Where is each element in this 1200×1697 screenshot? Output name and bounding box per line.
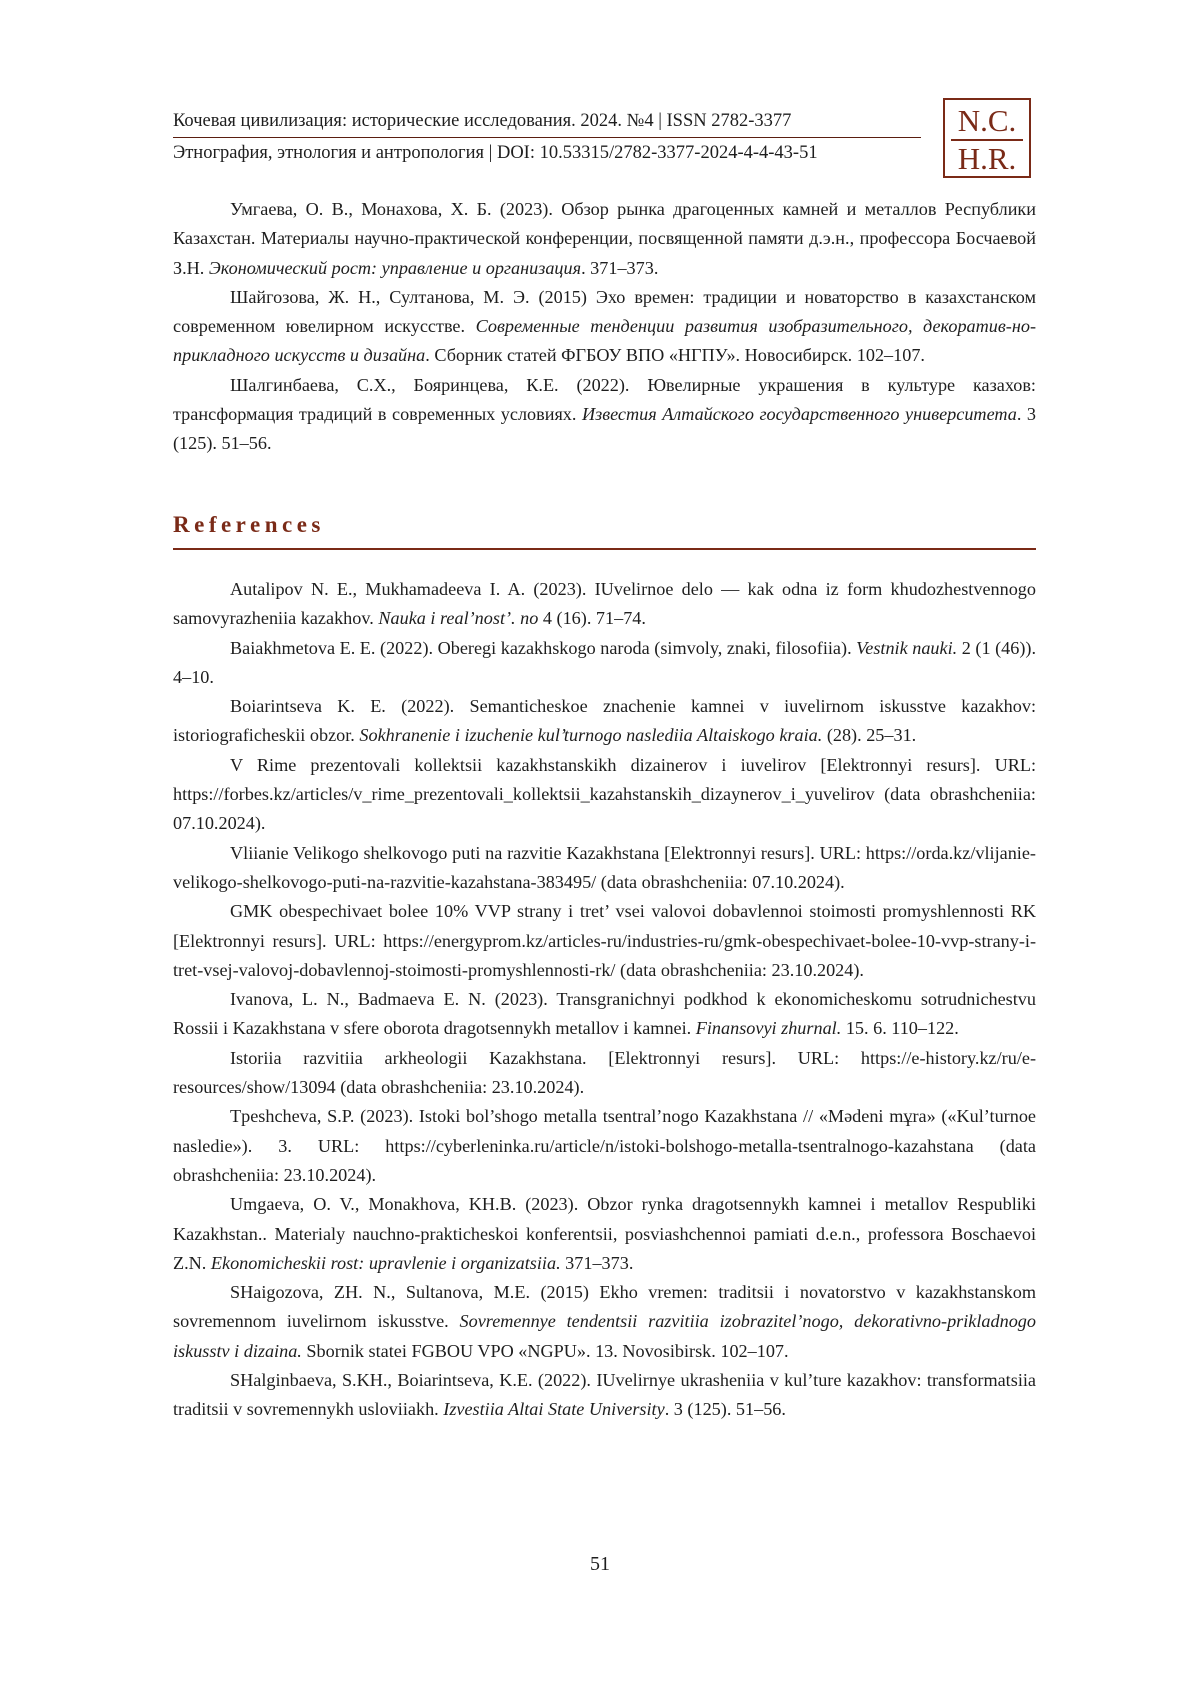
reference-entry: Vliianie Velikogo shelkovogo puti na razvitie Kazakhstana [Elektronnyi resurs]. URL: https://orda.kz/vlijanie-velikogo-shelkovogo-puti-na-razvitie-kazahstana-383495/ (data obrashcheniia: 07.10.2024). [173, 842, 1036, 892]
russian-references [173, 195, 1036, 459]
logo-bottom-text: H.R. [957, 141, 1017, 176]
reference-entry: Baiakhmetova E. E. (2022). Oberegi kazakhskogo naroda (simvoly, znaki, filosofiia). Vestnik nauki. 2 (1 (46)). 4–10. [173, 637, 1037, 687]
journal-logo [943, 98, 1031, 178]
logo-top-text: N.C. [957, 103, 1017, 138]
references-rule [173, 548, 1036, 550]
reference-entry: Autalipov N. E., Mukhamadeeva I. A. (2023). IUvelirnoe delo — kak odna iz form khudozhestvennogo samovyrazheniia kazakhov. Nauka i real’nost’. no 4 (16). 71–74. [173, 579, 1036, 629]
references-list [173, 575, 1036, 1425]
journal-title-line: Кочевая цивилизация: исторические исследования. 2024. №4 | ISSN 2782-3377 [173, 111, 792, 131]
running-header [173, 98, 1033, 184]
section-doi-line: Этнография, этнология и антропология | DOI: 10.53315/2782-3377-2024-4-4-43-51 [173, 143, 818, 163]
header-rule [173, 137, 921, 138]
references-title: References [173, 512, 325, 537]
reference-entry: Умгаева, О. В., Монахова, Х. Б. (2023). Обзор рынка драгоценных камней и металлов Республики Казахстан. Материалы научно-практической конференции, посвященной памяти д.э.н., профессора Босчаевой З.Н. Экономический рост: управление и организация. 371–373. [173, 199, 1036, 278]
reference-entry: Шайгозова, Ж. Н., Султанова, М. Э. (2015) Эхо времен: традиции и новаторство в казахстанском современном ювелирном искусстве. Современные тенденции развития изобразительного, декоратив-но-прикладного искусств и дизайна. Сборник статей ФГБОУ ВПО «НГПУ». Новосибирск. 102–107. [173, 286, 1037, 366]
references-heading [173, 512, 1036, 550]
reference-entry: SHaigozova, ZH. N., Sultanova, M.E. (2015) Ekho vremen: traditsii i novatorstvo v kazakhstanskom sovremennom iuvelirnom iskusstve. Sovremennye tendentsii razvitiia izobrazitel’nogo, dekorativno-prikladnogo iskusstv i dizaina. Sbornik statei FGBOU VPO «NGPU». 13. Novosibirsk. 102–107. [173, 1282, 1036, 1361]
reference-entry: Шалгинбаева, С.Х., Бояринцева, К.Е. (2022). Ювелирные украшения в культуре казахов: трансформация традиций в современных условиях. Известия Алтайского государственного университета. 3 (125). 51–56. [173, 374, 1037, 454]
reference-entry: Tpeshcheva, S.P. (2023). Istoki bol’shogo metalla tsentral’nogo Kazakhstana // «Mәdeni mұra» («Kul’turnoe nasledie»). 3. URL: https://cyberleninka.ru/article/n/istoki-bolshogo-metalla-tsentralnogo-kazahstana (data obrashcheniia: 23.10.2024). [173, 1106, 1036, 1185]
reference-entry: Umgaeva, O. V., Monakhova, KH.B. (2023). Obzor rynka dragotsennykh kamnei i metallov Respubliki Kazakhstan.. Materialy nauchno-prakticheskoi konferentsii, posviashchennoi pamiati d.e.n., professora Boschaevoi Z.N. Ekonomicheskii rost: upravlenie i organizatsiia. 371–373. [173, 1194, 1036, 1273]
header-text [173, 108, 933, 166]
reference-entry: SHalginbaeva, S.KH., Boiarintseva, K.E. (2022). IUvelirnye ukrasheniia v kul’ture kazakhov: transformatsiia traditsii v sovremennykh usloviiakh. Izvestiia Altai State University. 3 (125). 51–56. [173, 1370, 1036, 1420]
page-number: 51 [590, 1553, 610, 1575]
reference-entry: Boiarintseva K. E. (2022). Semanticheskoe znachenie kamnei v iuvelirnom iskusstve kazakhov: istoriograficheskii obzor. Sokhranenie i izuchenie kul’turnogo naslediia Altaiskogo kraia. (28). 25–31. [173, 696, 1036, 746]
reference-entry: Istoriia razvitiia arkheologii Kazakhstana. [Elektronnyi resurs]. URL: https://e-history.kz/ru/e-resources/show/13094 (data obrashcheniia: 23.10.2024). [173, 1047, 1036, 1098]
reference-entry: V Rime prezentovali kollektsii kazakhstanskikh dizainerov i iuvelirov [Elektronnyi resurs]. URL: https://forbes.kz/articles/v_rime_prezentovali_kollektsii_kazahstanskih_dizaynerov_i_yuvelirov (data obrashcheniia: 07.10.2024). [173, 754, 1036, 834]
reference-entry: Ivanova, L. N., Badmaeva E. N. (2023). Transgranichnyi podkhod k ekonomicheskomu sotrudnichestvu Rossii i Kazakhstana v sfere oborota dragotsennykh metallov i kamnei. Finansovyi zhurnal. 15. 6. 110–122. [173, 989, 1036, 1039]
reference-entry: GMK obespechivaet bolee 10% VVP strany i tret’ vsei valovoi dobavlennoi stoimosti promyshlennosti RK [Elektronnyi resurs]. URL: https://energyprom.kz/articles-ru/industries-ru/gmk-obespechivaet-bolee-10-vvp-strany-i-tret-vsej-valovoj-dobavlennoj-stoimosti-promyshlennosti-rk/ (data obrashcheniia: 23.10.2024). [173, 901, 1036, 980]
